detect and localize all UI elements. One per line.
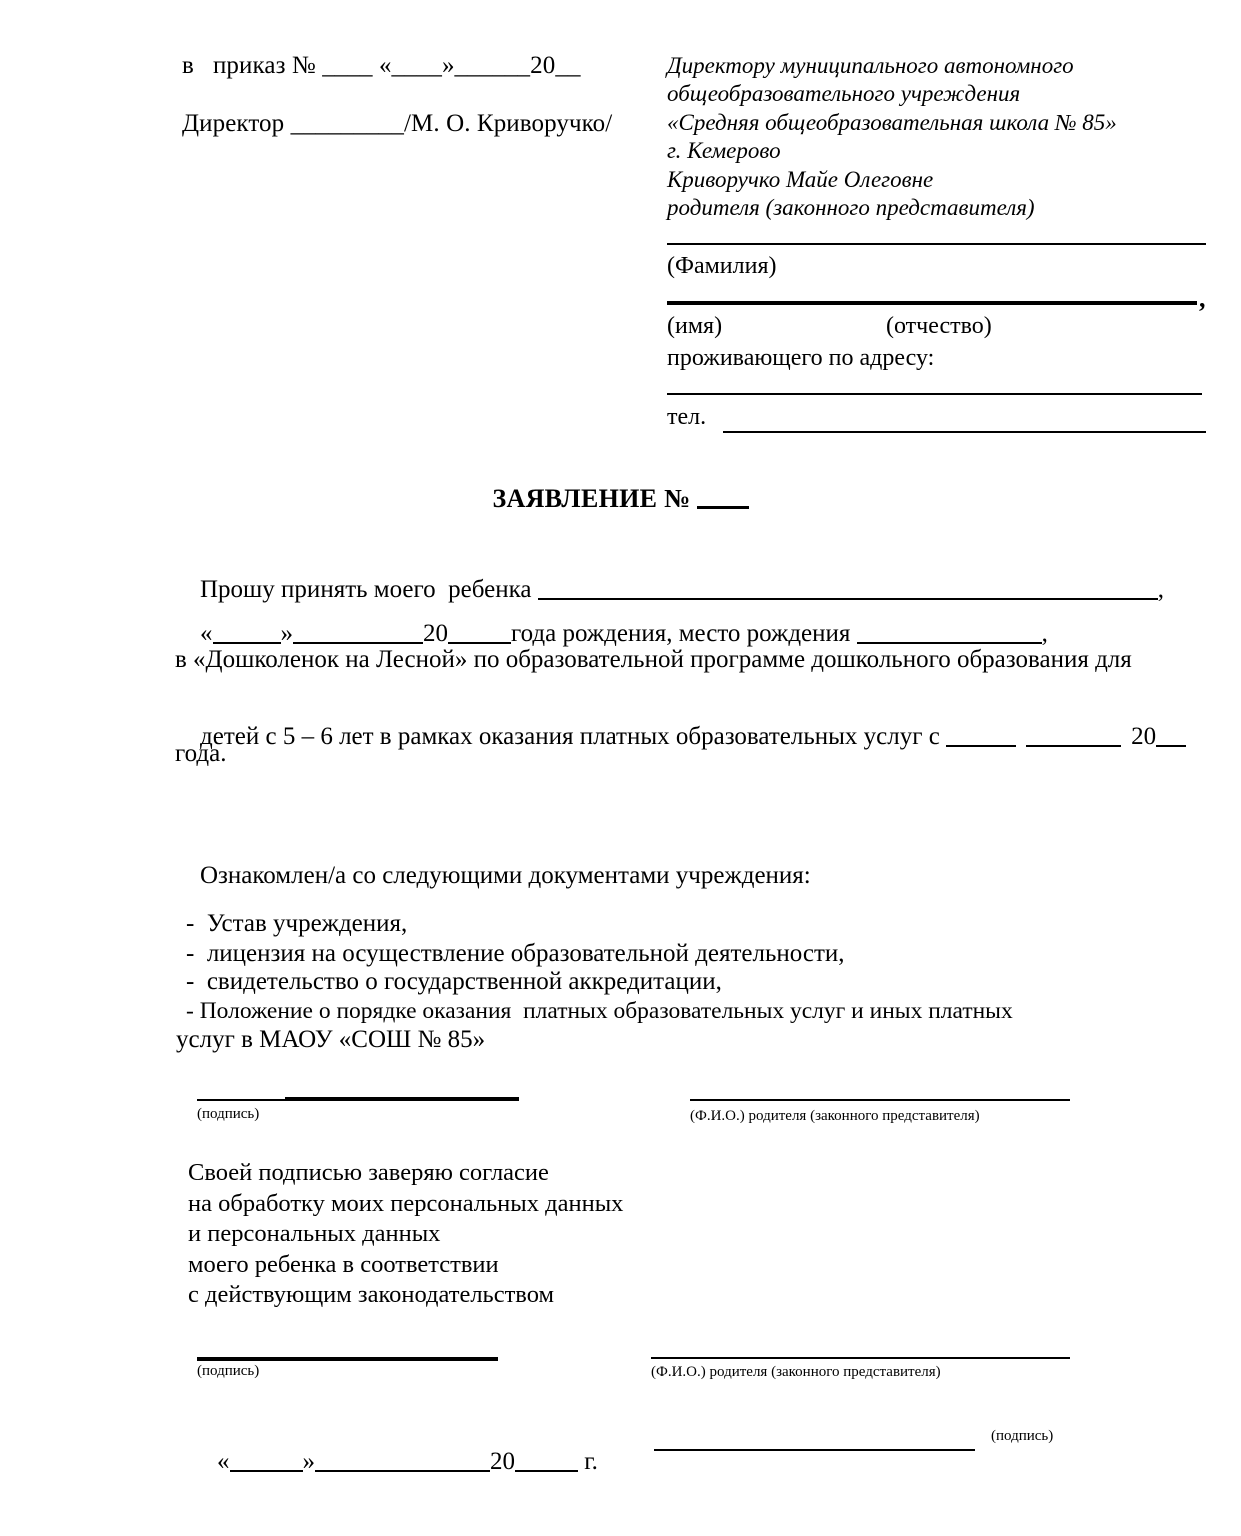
director-signature-line: Директор _________/М. О. Криворучко/ xyxy=(182,110,613,137)
signature-caption-2: (подпись) xyxy=(197,1363,260,1379)
phone-blank-rule[interactable] xyxy=(723,431,1206,433)
birth-month-blank[interactable] xyxy=(293,642,423,644)
start-month-blank[interactable] xyxy=(1026,745,1121,747)
birth-year-blank[interactable] xyxy=(448,642,511,644)
birth-place-blank[interactable] xyxy=(857,642,1042,644)
birth-place-comma: , xyxy=(1041,620,1048,647)
surname-blank-rule[interactable] xyxy=(667,243,1206,245)
consent-line-3: и персональных данных xyxy=(188,1220,441,1247)
signature-rule-1b[interactable] xyxy=(285,1097,519,1101)
consent-line-2: на обработку моих персональных данных xyxy=(188,1189,624,1217)
signature-caption-1: (подпись) xyxy=(197,1106,260,1122)
birth-day-blank[interactable] xyxy=(213,642,281,644)
quote-close: » xyxy=(280,620,293,647)
final-quote-open: « xyxy=(217,1448,230,1475)
phone-field-label: тел. xyxy=(667,404,707,430)
page-title xyxy=(0,484,1241,514)
final-signature-caption: (подпись) xyxy=(991,1428,1054,1444)
start-date-line xyxy=(175,695,1186,779)
consent-line-1: Своей подписью заверяю согласие xyxy=(188,1159,549,1186)
address-blank-rule[interactable] xyxy=(667,393,1202,395)
consent-paragraph xyxy=(188,1158,623,1311)
child-name-comma: , xyxy=(1157,576,1164,603)
consent-line-4: моего ребенка в соответствии xyxy=(188,1250,499,1278)
start-date-label: детей с 5 – 6 лет в рамках оказания платных образовательных услуг с xyxy=(200,723,947,750)
final-year-suffix: г. xyxy=(578,1448,598,1475)
final-quote-close: » xyxy=(302,1448,315,1475)
patronymic-field-label: (отчество) xyxy=(886,313,992,339)
application-number-blank[interactable] xyxy=(697,506,749,509)
firstname-patronymic-blank-rule[interactable] xyxy=(667,301,1197,305)
surname-field-label: (Фамилия) xyxy=(667,253,777,279)
order-number-line: в приказ № ____ «____»______20__ xyxy=(182,52,581,79)
addressee-line-6: родителя (законного представителя) xyxy=(667,195,1035,221)
addressee-line-3: «Средняя общеобразовательная школа № 85» xyxy=(667,109,1117,135)
document-item-regulation-cont: услуг в МАОУ «СОШ № 85» xyxy=(176,1026,486,1053)
start-date-line-end: года. xyxy=(175,740,227,767)
addressee-line-4: г. Кемерово xyxy=(667,138,781,164)
page-title-text: ЗАЯВЛЕНИЕ № xyxy=(492,484,691,513)
fio-caption-1: (Ф.И.О.) родителя (законного представителя) xyxy=(690,1108,980,1124)
firstname-field-label: (имя) xyxy=(667,313,723,339)
address-field-label: проживающего по адресу: xyxy=(667,345,935,371)
child-name-label: Прошу принять моего ребенка xyxy=(200,576,538,603)
signature-rule-2[interactable] xyxy=(197,1357,498,1361)
start-year-blank[interactable] xyxy=(1156,745,1186,747)
program-line: в «Дошколенок на Лесной» по образовательной программе дошкольного образования для xyxy=(175,646,1132,673)
final-month-blank[interactable] xyxy=(315,1470,490,1472)
final-year-blank[interactable] xyxy=(515,1470,578,1472)
final-day-blank[interactable] xyxy=(230,1470,303,1472)
final-signature-rule[interactable] xyxy=(654,1449,975,1451)
addressee-line-2: общеобразовательного учреждения xyxy=(667,81,1021,107)
acknowledgement-intro: Ознакомлен/а со следующими документами учреждения: xyxy=(200,862,811,889)
birth-place-label: года рождения, место рождения xyxy=(511,620,857,647)
addressee-line-1: Директору муниципального автономного xyxy=(667,53,1074,78)
final-date-line xyxy=(192,1420,598,1504)
document-item-accreditation: - свидетельство о государственной аккредитации, xyxy=(186,968,722,995)
fio-rule-1[interactable] xyxy=(690,1099,1070,1101)
addressee-block xyxy=(667,52,1227,222)
consent-line-5: с действующим законодательством xyxy=(188,1281,554,1308)
document-item-charter: - Устав учреждения, xyxy=(186,910,408,937)
birth-year-prefix: 20 xyxy=(423,620,448,647)
addressee-line-5: Криворучко Майе Олеговне xyxy=(667,166,934,192)
fio-rule-2[interactable] xyxy=(651,1357,1070,1359)
comma-after-name: , xyxy=(1199,284,1206,313)
quote-open: « xyxy=(200,620,213,647)
start-year-prefix: 20 xyxy=(1131,723,1157,750)
final-year-prefix: 20 xyxy=(490,1448,515,1475)
document-item-regulation: - Положение о порядке оказания платных образовательных услуг и иных платных xyxy=(186,998,1013,1024)
fio-caption-2: (Ф.И.О.) родителя (законного представителя) xyxy=(651,1364,941,1380)
document-item-license: - лицензия на осуществление образовательной деятельности, xyxy=(186,940,845,967)
start-day-blank[interactable] xyxy=(946,745,1016,747)
